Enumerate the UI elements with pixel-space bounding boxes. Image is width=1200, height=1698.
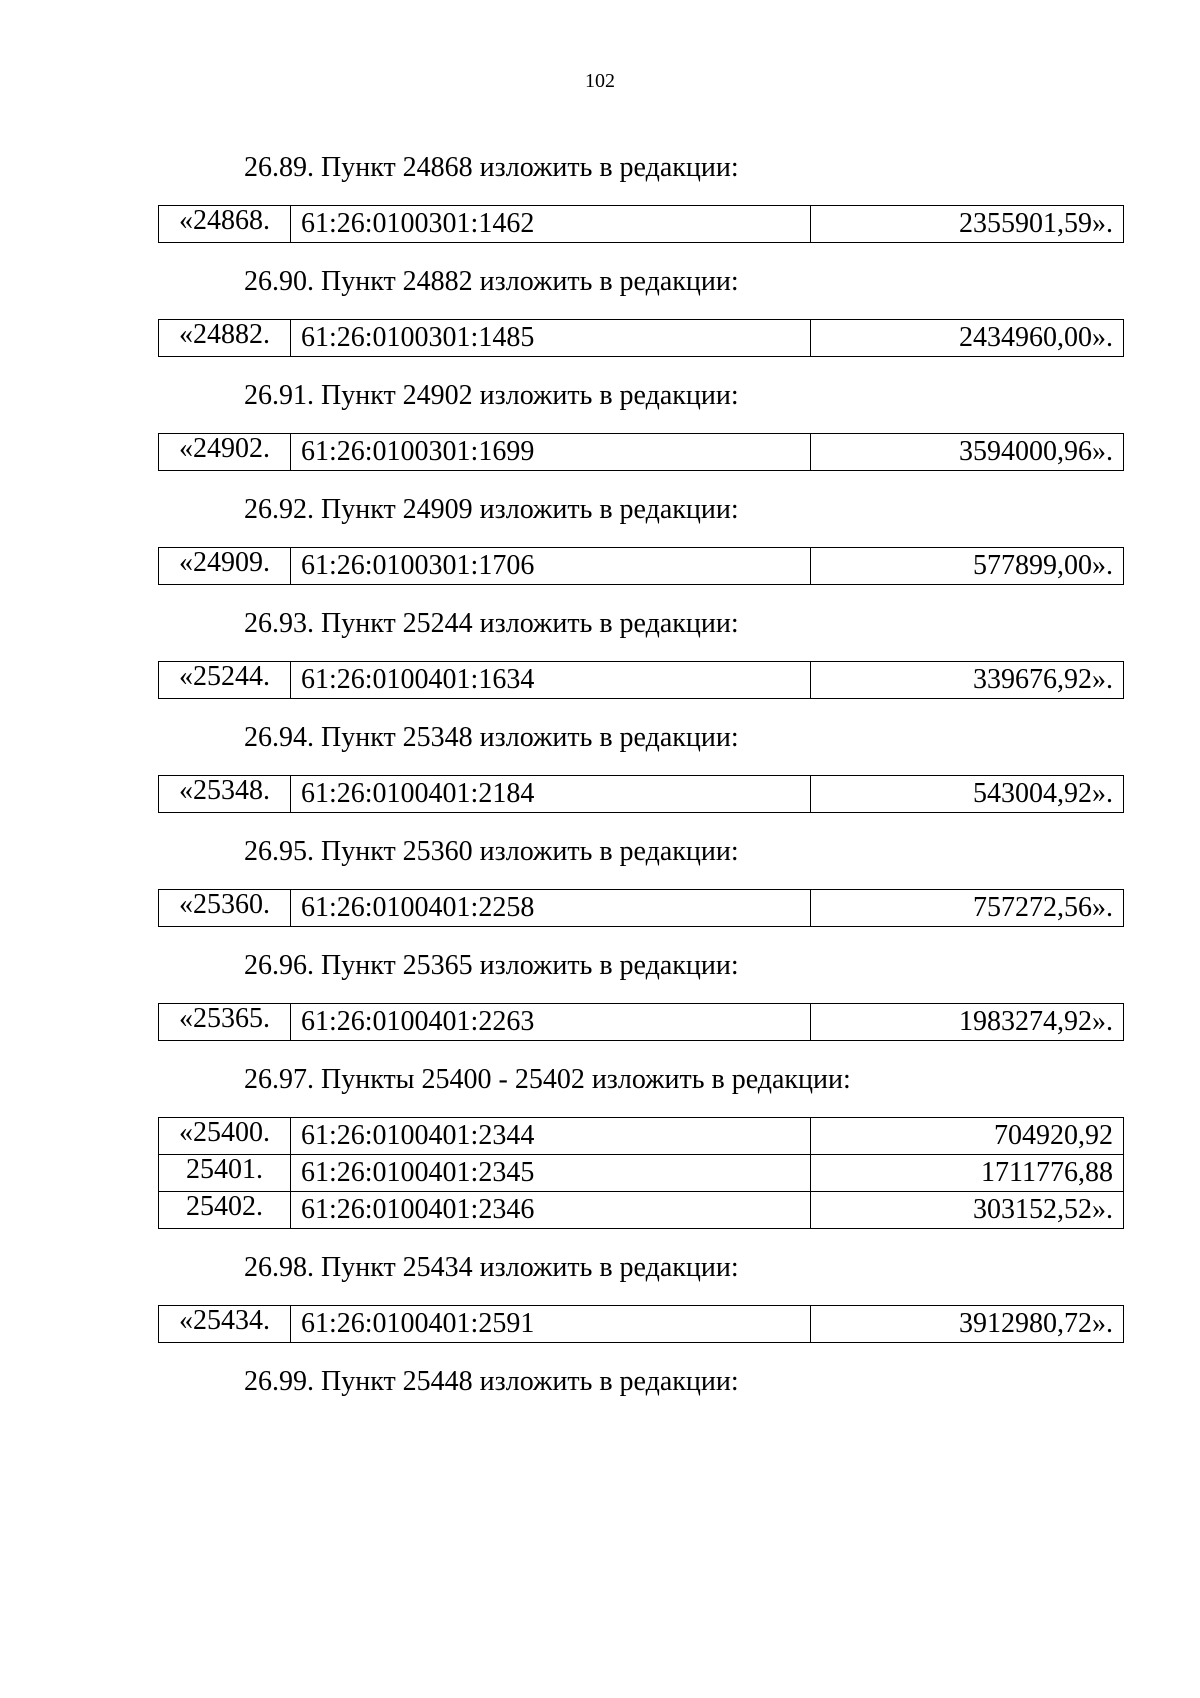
value-cell: 303152,52».	[811, 1192, 1124, 1229]
table-row	[159, 776, 1124, 813]
amendment-heading: 26.96. Пункт 25365 изложить в редакции:	[244, 950, 739, 981]
amendment-table	[158, 319, 1124, 357]
table-row	[159, 662, 1124, 699]
page-number: 102	[585, 70, 615, 92]
item-number-cell: «25400.	[159, 1118, 291, 1155]
amendment-heading: 26.91. Пункт 24902 изложить в редакции:	[244, 380, 739, 411]
amendment-heading: 26.98. Пункт 25434 изложить в редакции:	[244, 1252, 739, 1283]
item-number-cell: «24868.	[159, 206, 291, 243]
value-cell: 2434960,00».	[811, 320, 1124, 357]
value-cell: 3594000,96».	[811, 434, 1124, 471]
cadastral-number-cell: 61:26:0100301:1706	[291, 548, 811, 585]
amendment-table	[158, 205, 1124, 243]
item-number-cell: «25365.	[159, 1004, 291, 1041]
table-row	[159, 1306, 1124, 1343]
value-cell: 543004,92».	[811, 776, 1124, 813]
amendment-heading: 26.93. Пункт 25244 изложить в редакции:	[244, 608, 739, 639]
amendment-section	[158, 1364, 1124, 1400]
amendment-table	[158, 1117, 1124, 1229]
cadastral-number-cell: 61:26:0100301:1485	[291, 320, 811, 357]
amendment-section	[158, 720, 1124, 813]
item-number-cell: «25348.	[159, 776, 291, 813]
table-row	[159, 206, 1124, 243]
value-cell: 1711776,88	[811, 1155, 1124, 1192]
item-number-cell: «25360.	[159, 890, 291, 927]
value-cell: 704920,92	[811, 1118, 1124, 1155]
amendment-table	[158, 775, 1124, 813]
amendment-section	[158, 1250, 1124, 1343]
amendment-heading: 26.94. Пункт 25348 изложить в редакции:	[244, 722, 739, 753]
amendment-table	[158, 661, 1124, 699]
amendment-section	[158, 606, 1124, 699]
amendment-heading: 26.99. Пункт 25448 изложить в редакции:	[244, 1366, 739, 1397]
value-cell: 1983274,92».	[811, 1004, 1124, 1041]
amendment-table	[158, 1003, 1124, 1041]
amendment-table	[158, 547, 1124, 585]
amendment-section	[158, 948, 1124, 1041]
amendment-section	[158, 264, 1124, 357]
cadastral-number-cell: 61:26:0100401:2346	[291, 1192, 811, 1229]
item-number-cell: «25244.	[159, 662, 291, 699]
amendment-section	[158, 378, 1124, 471]
amendment-heading: 26.97. Пункты 25400 - 25402 изложить в редакции:	[244, 1064, 851, 1095]
cadastral-number-cell: 61:26:0100301:1462	[291, 206, 811, 243]
value-cell: 3912980,72».	[811, 1306, 1124, 1343]
cadastral-number-cell: 61:26:0100301:1699	[291, 434, 811, 471]
table-row	[159, 1155, 1124, 1192]
document-body	[158, 150, 1124, 1419]
amendment-section	[158, 150, 1124, 243]
item-number-cell: «24902.	[159, 434, 291, 471]
cadastral-number-cell: 61:26:0100401:2184	[291, 776, 811, 813]
cadastral-number-cell: 61:26:0100401:2258	[291, 890, 811, 927]
table-row	[159, 1004, 1124, 1041]
value-cell: 339676,92».	[811, 662, 1124, 699]
amendment-section	[158, 492, 1124, 585]
item-number-cell: «24909.	[159, 548, 291, 585]
cadastral-number-cell: 61:26:0100401:2344	[291, 1118, 811, 1155]
amendment-heading: 26.90. Пункт 24882 изложить в редакции:	[244, 266, 739, 297]
value-cell: 2355901,59».	[811, 206, 1124, 243]
amendment-table	[158, 889, 1124, 927]
amendment-table	[158, 433, 1124, 471]
table-row	[159, 890, 1124, 927]
amendment-heading: 26.89. Пункт 24868 изложить в редакции:	[244, 152, 739, 183]
item-number-cell: 25401.	[159, 1155, 291, 1192]
table-row	[159, 320, 1124, 357]
value-cell: 757272,56».	[811, 890, 1124, 927]
cadastral-number-cell: 61:26:0100401:2263	[291, 1004, 811, 1041]
amendment-section	[158, 834, 1124, 927]
item-number-cell: «24882.	[159, 320, 291, 357]
amendment-heading: 26.95. Пункт 25360 изложить в редакции:	[244, 836, 739, 867]
table-row	[159, 548, 1124, 585]
cadastral-number-cell: 61:26:0100401:1634	[291, 662, 811, 699]
item-number-cell: 25402.	[159, 1192, 291, 1229]
table-row	[159, 1118, 1124, 1155]
amendment-table	[158, 1305, 1124, 1343]
item-number-cell: «25434.	[159, 1306, 291, 1343]
table-row	[159, 434, 1124, 471]
cadastral-number-cell: 61:26:0100401:2591	[291, 1306, 811, 1343]
cadastral-number-cell: 61:26:0100401:2345	[291, 1155, 811, 1192]
table-row	[159, 1192, 1124, 1229]
amendment-heading: 26.92. Пункт 24909 изложить в редакции:	[244, 494, 739, 525]
amendment-section	[158, 1062, 1124, 1229]
value-cell: 577899,00».	[811, 548, 1124, 585]
